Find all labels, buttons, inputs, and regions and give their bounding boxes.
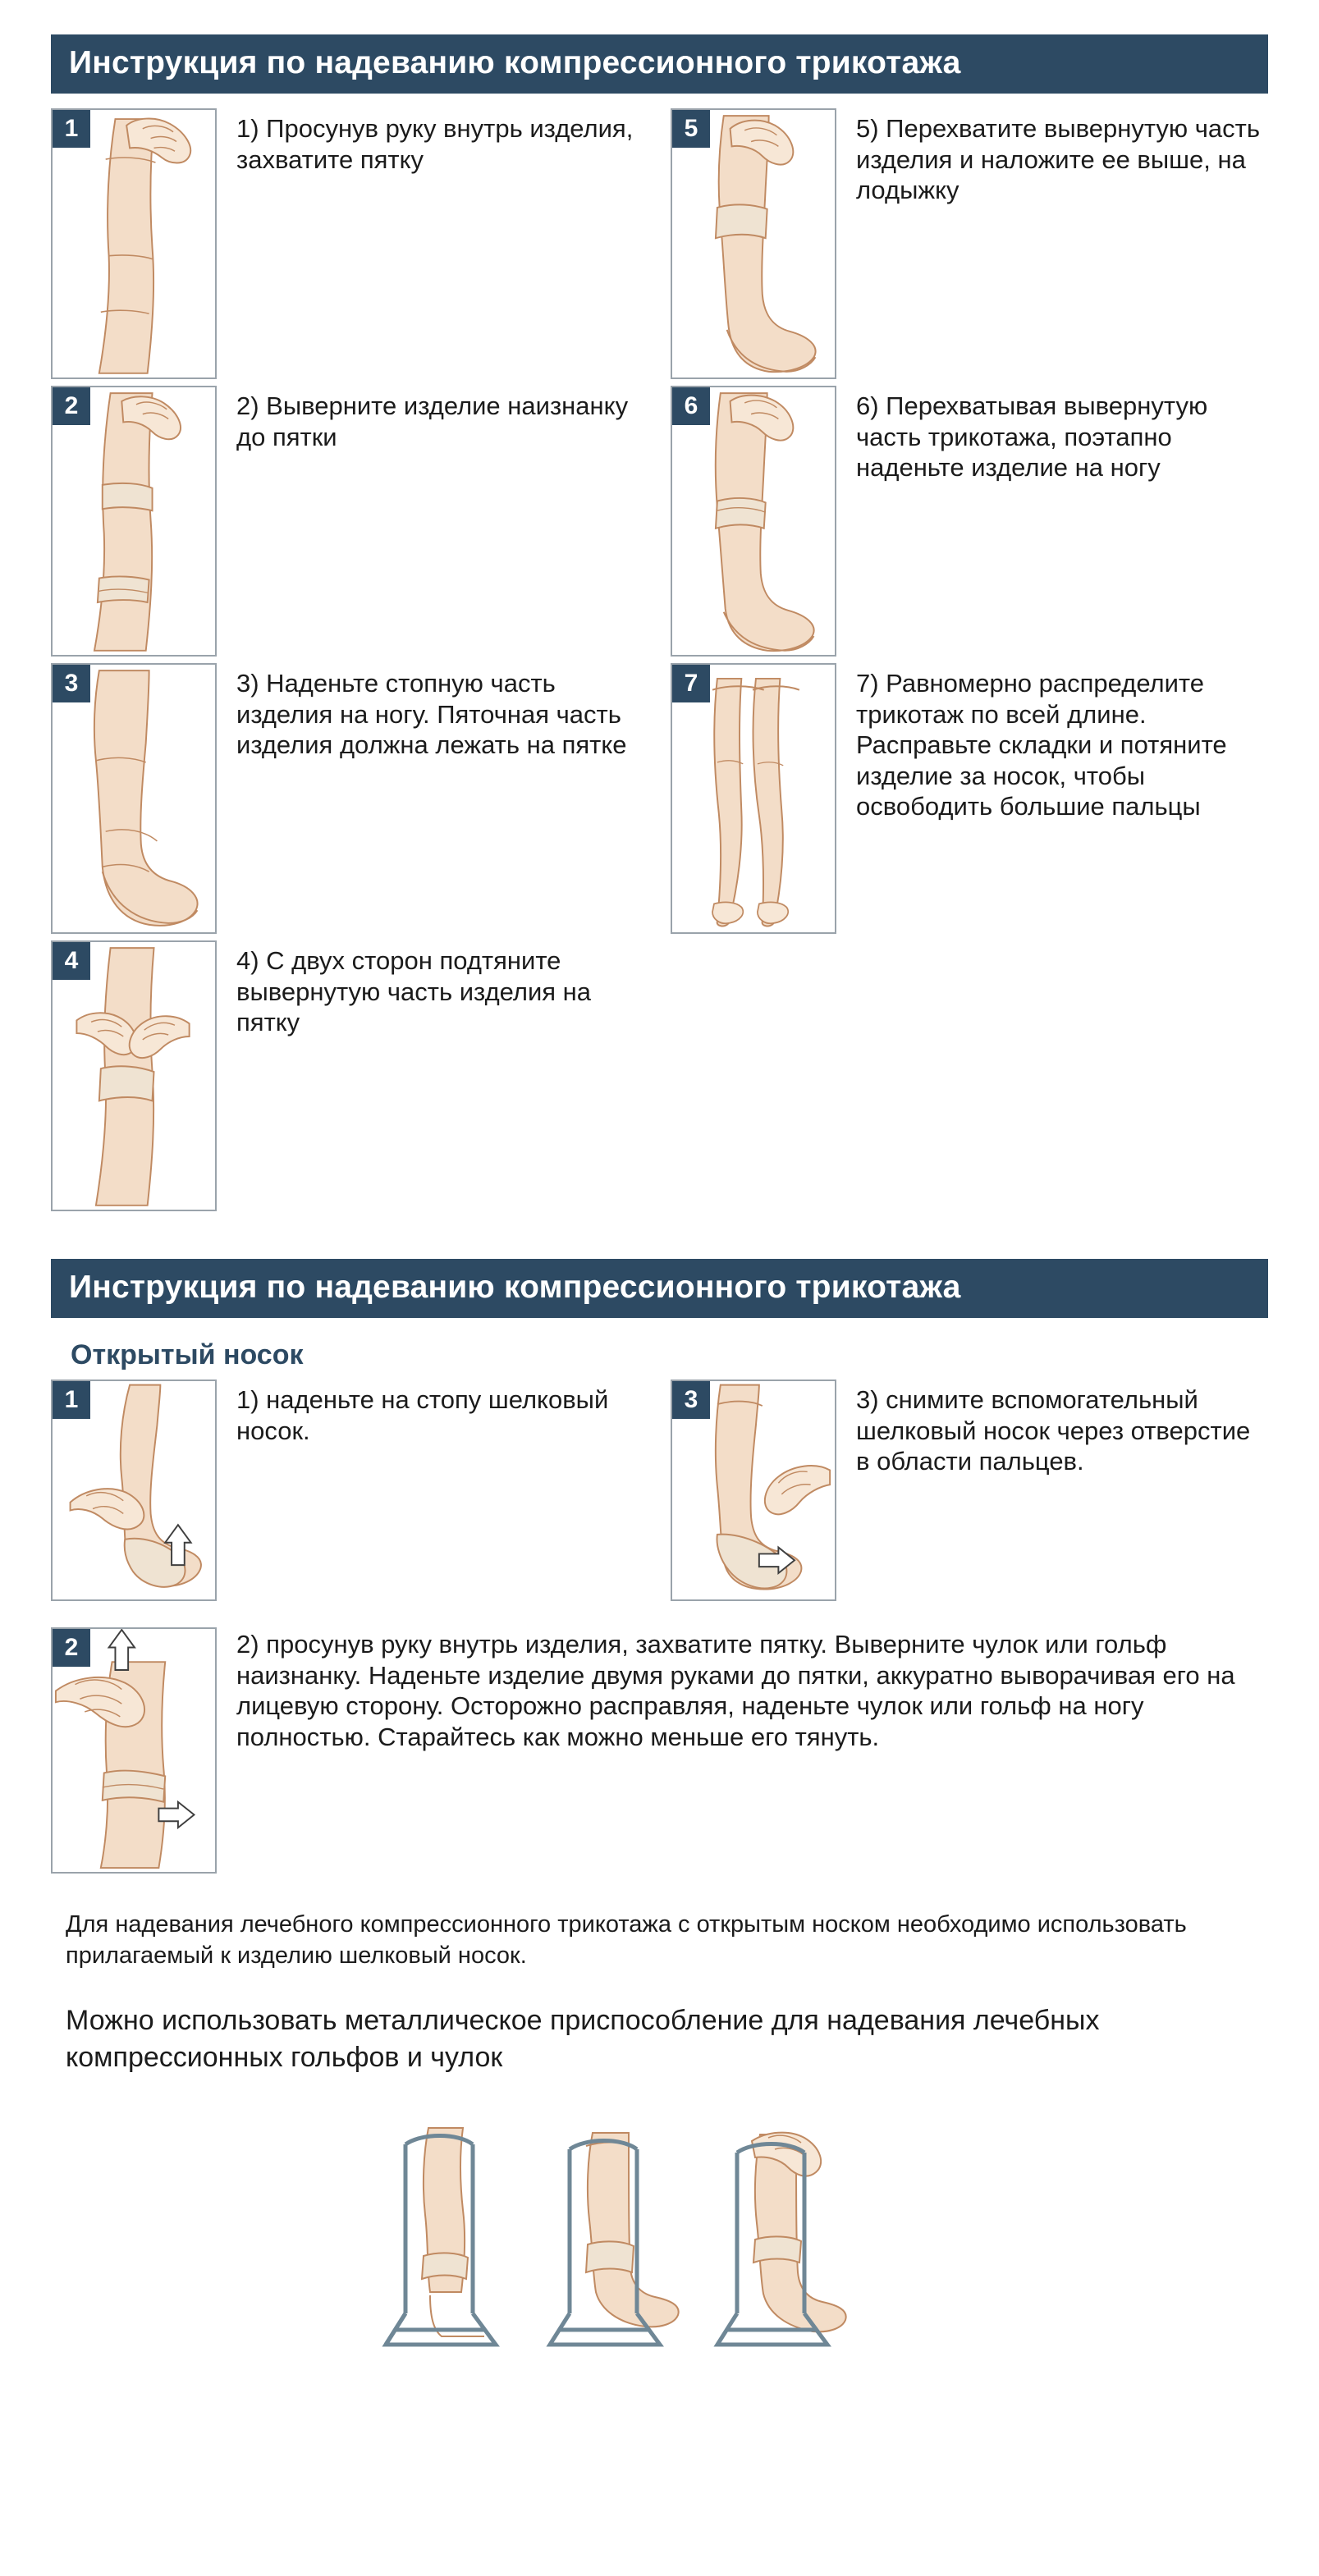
steps-column-left [51,108,648,1216]
step-caption: 5) Перехватите вывернутую часть изделия и наложите ее выше, на лодыжку [856,114,1261,204]
step-caption: 2) просунув руку внутрь изделия, захватите пятку. Выверните чулок или гольф наизнанку. Наденьте изделие двумя руками до пятки, аккуратно выворачивая его на лицевую сторону. Осторожно расправляя, наденьте чулок или гольф на ногу полностью. Старайтесь как можно меньше его тянуть. [236,1630,1235,1751]
figure-step-6 [671,386,836,657]
figure-step-3 [51,663,217,934]
step-caption: 4) С двух сторон подтяните вывернутую часть изделия на пятку [236,946,592,1036]
step-5 [671,108,1267,379]
figure-step-1 [51,108,217,379]
step-badge: 1 [53,110,90,148]
step-caption: 3) Наденьте стопную часть изделия на ногу. Пяточная часть изделия должна лежать на пятке [236,669,627,759]
illustration-leg-step-by-step [672,387,835,655]
open-toe-column-left [51,1380,648,1606]
illustration-metal-donning-aid-three-steps [373,2095,947,2366]
steps-section-1 [51,108,1268,1216]
open-toe-column-right [671,1380,1267,1606]
step-7 [671,663,1267,934]
open-toe-step-1 [51,1380,648,1601]
figure-open-toe-step-1 [51,1380,217,1601]
figure-step-4 [51,940,217,1211]
illustration-ankle-pull-up [672,110,835,377]
figure-step-5 [671,108,836,379]
note-silk-sock: Для надевания лечебного компрессионного трикотажа с открытым носком необходимо использовать прилагаемый к изделию шелковый носок. [66,1911,1187,1969]
section-title-2: Инструкция по надеванию компрессионного трикотажа [51,1259,1268,1318]
step-caption: 1) Просунув руку внутрь изделия, захватите пятку [236,114,634,174]
step-caption: 1) наденьте на стопу шелковый носок. [236,1385,609,1445]
steps-section-2 [51,1380,1268,1874]
open-toe-step-2 [51,1627,1268,1874]
step-4 [51,940,648,1211]
step-badge: 7 [672,665,710,702]
step-badge: 3 [53,665,90,702]
illustration-leg-hand-grab-heel [53,110,215,377]
step-caption: 2) Выверните изделие наизнанку до пятки [236,391,629,451]
aid-frame-1 [386,2128,496,2345]
step-caption: 3) снимите вспомогательный шелковый носок через отверстие в области пальцев. [856,1385,1251,1476]
figure-open-toe-step-3 [671,1380,836,1601]
figure-open-toe-step-2 [51,1627,217,1874]
step-badge: 5 [672,110,710,148]
step-caption: 6) Перехватывая вывернутую часть трикотажа, поэтапно наденьте изделие на ногу [856,391,1208,482]
note-metal-aid: Можно использовать металлическое приспособление для надевания лечебных компрессионных гольфов и чулок [66,2005,1100,2073]
open-toe-step-3 [671,1380,1267,1601]
section-title-1: Инструкция по надеванию компрессионного трикотажа [51,34,1268,94]
figure-metal-donning-aid [373,2095,947,2370]
step-badge: 4 [53,942,90,980]
step-badge: 6 [672,387,710,425]
illustration-foot-put-on [53,665,215,932]
illustration-leg-turn-inside-out [53,387,215,655]
step-badge: 2 [53,1629,90,1667]
step-badge: 2 [53,387,90,425]
aid-frame-2 [550,2133,679,2345]
step-badge: 1 [53,1381,90,1419]
aid-frame-3 [717,2132,846,2344]
figure-step-7 [671,663,836,934]
step-6 [671,386,1267,657]
steps-column-right [671,108,1267,1216]
step-badge: 3 [672,1381,710,1419]
step-caption: 7) Равномерно распределите трикотаж по всей длине. Расправьте складки и потяните изделие за носок, чтобы освободить большие пальцы [856,669,1227,821]
section-subtitle-open-toe: Открытый носок [71,1339,304,1370]
step-3 [51,663,648,934]
figure-step-2 [51,386,217,657]
step-2 [51,386,648,657]
illustration-pull-up-both-sides [53,942,215,1210]
step-1 [51,108,648,379]
illustration-stocking-full-leg [672,665,835,932]
